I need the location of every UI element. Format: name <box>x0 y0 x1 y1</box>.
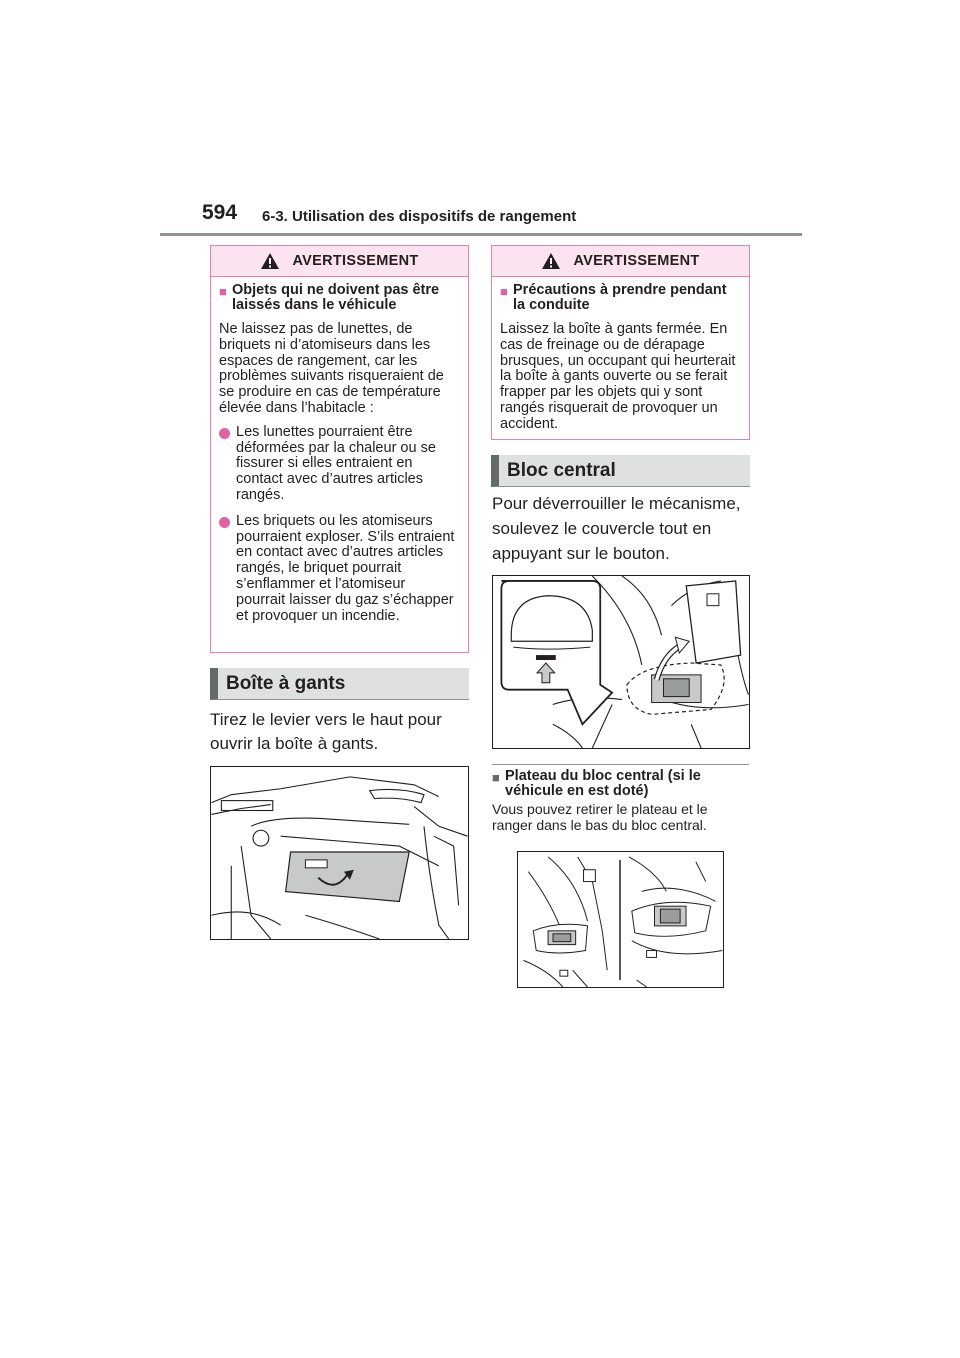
dashboard-drawing <box>211 767 468 939</box>
warning-title: AVERTISSEMENT <box>292 253 419 269</box>
center-console-illustration <box>492 575 750 749</box>
chapter-title: 6-3. Utilisation des dispositifs de rangement <box>262 208 577 225</box>
tray-text: Vous pouvez retirer le plateau et le ranger dans le bas du bloc central. <box>492 801 708 833</box>
square-bullet-icon: ■ <box>219 284 227 299</box>
tray-heading: ■ Plateau du bloc central (si le véhicule en est doté) <box>492 768 701 799</box>
warning-text: Laissez la boîte à gants fermée. En cas de freinage ou de dérapage brusques, un occupant qui heurterait la boîte à gants ouverte ou se ferait frapper par les objets qui y sont rangés risquerait de provoquer un accident. <box>500 321 736 432</box>
square-bullet-icon: ■ <box>500 284 508 299</box>
glove-box-illustration <box>210 766 469 940</box>
warning-bullet-lighters: Les briquets ou les atomiseurs pourraient exploser. S’ils entraient en contact avec d’autres articles rangés, le briquet pourrait s’enflammer et l’atomiseur pourrait laisser du gaz s’échapper et provoquer un incendie. <box>219 514 458 625</box>
warning-heading: ■ Objets qui ne doivent pas être laissés dans le véhicule <box>219 282 440 313</box>
tray-drawing <box>518 852 723 987</box>
page-number: 594 <box>202 201 238 224</box>
section-heading-glove-box: Boîte à gants <box>210 668 469 700</box>
warning-bullet-glasses: Les lunettes pourraient être déformées par la chaleur ou se fissurer si elles entraient en contact avec d’autres articles rangés. <box>219 425 458 504</box>
tray-illustration <box>517 851 724 988</box>
section-heading-center-console: Bloc central <box>491 455 750 487</box>
warning-header <box>211 246 468 277</box>
warning-intro: Ne laissez pas de lunettes, de briquets ni d’atomiseurs dans les espaces de rangement, car les problèmes suivants risqueraient de se produire en cas de température élevée dans l’habitacle : <box>219 321 444 416</box>
warning-heading: ■ Précautions à prendre pendant la conduite <box>500 282 727 313</box>
glove-box-text: Tirez le levier vers le haut pour ouvrir la boîte à gants. <box>210 710 442 753</box>
warning-header <box>492 246 749 277</box>
warning-title: AVERTISSEMENT <box>573 253 700 269</box>
bullet-dot-icon <box>219 517 230 528</box>
warning-triangle-icon <box>541 252 561 270</box>
warning-triangle-icon <box>260 252 280 270</box>
warning-box-driving <box>491 245 750 440</box>
center-console-text: Pour déverrouiller le mécanisme, soulevez le couvercle tout en appuyant sur le bouton. <box>492 494 741 563</box>
warning-box-storage-items <box>210 245 469 653</box>
square-bullet-icon: ■ <box>492 770 500 785</box>
console-drawing <box>493 576 749 748</box>
header-rule <box>160 233 802 236</box>
bullet-dot-icon <box>219 428 230 439</box>
sub-section-rule <box>492 764 749 765</box>
